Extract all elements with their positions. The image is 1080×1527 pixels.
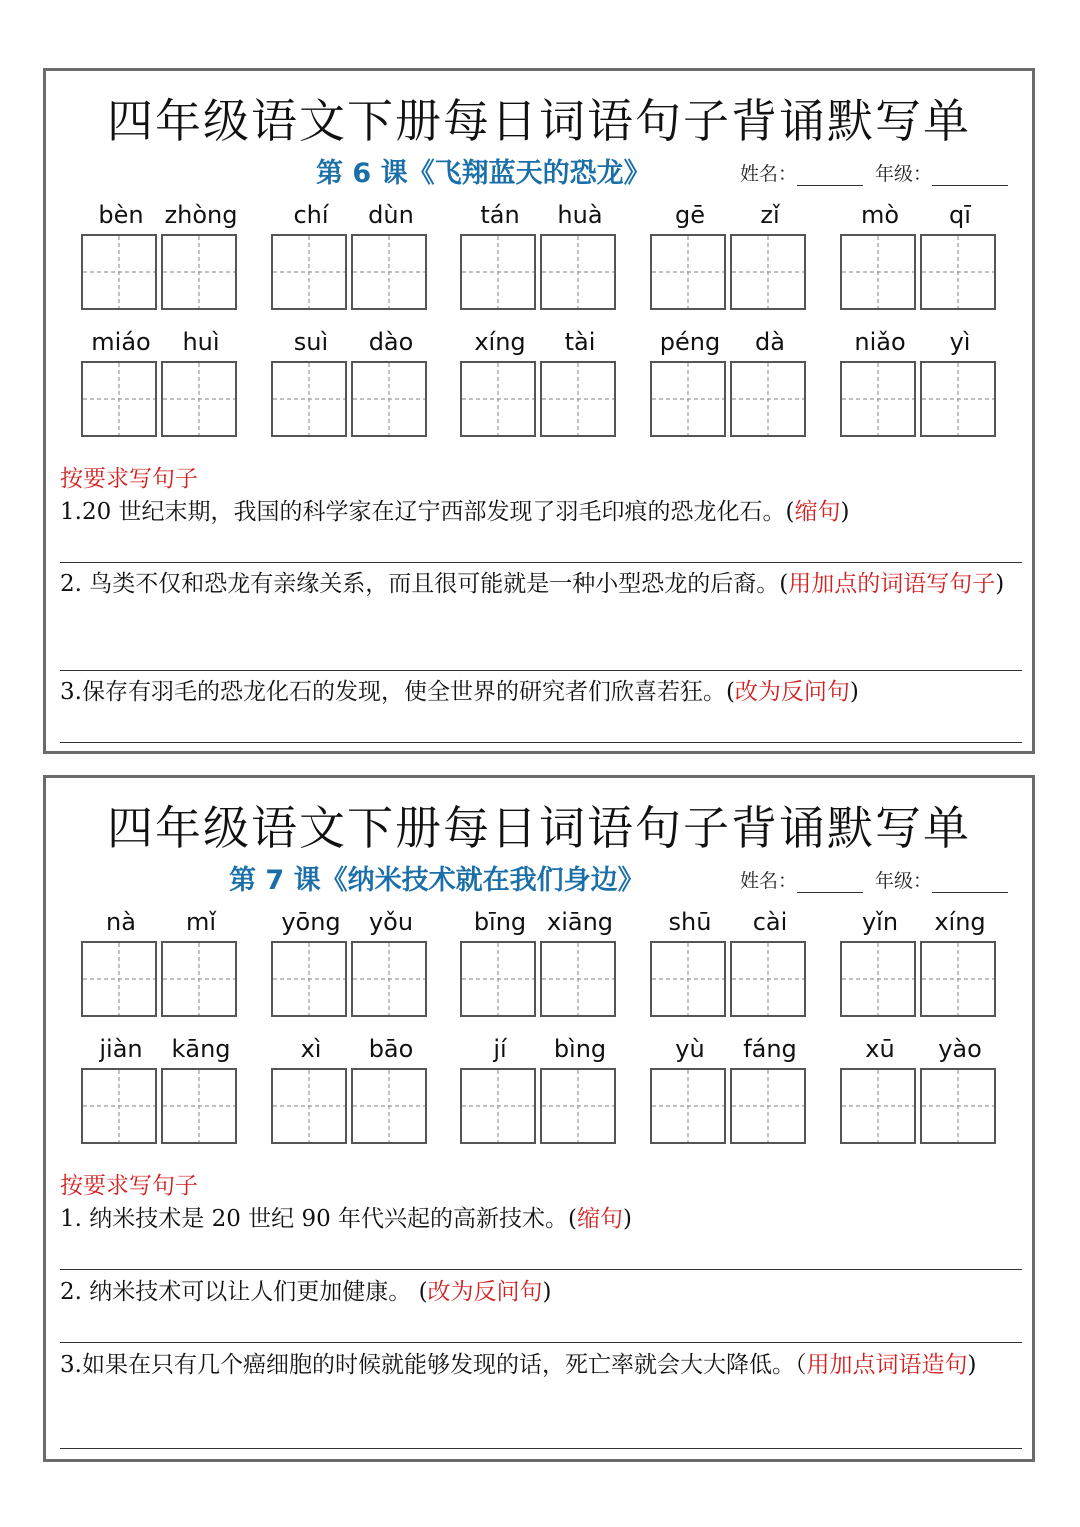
tianzige-box[interactable] <box>920 361 996 437</box>
pinyin-label: yù <box>675 1035 705 1063</box>
tianzige-box[interactable] <box>351 234 427 310</box>
tianzige-box[interactable] <box>920 1068 996 1144</box>
tianzige-box[interactable] <box>730 941 806 1017</box>
tianzige-box[interactable] <box>730 361 806 437</box>
tianzige-box[interactable] <box>650 234 726 310</box>
pinyin-label: niǎo <box>854 328 906 356</box>
question-3 <box>60 674 1020 711</box>
pinyin-label: xíng <box>474 328 526 356</box>
question-hint: 缩句 <box>577 1206 624 1232</box>
tianzige-box[interactable] <box>161 361 237 437</box>
pinyin-label: xíng <box>934 908 986 936</box>
question-end: ) <box>967 1352 977 1378</box>
tianzige-box[interactable] <box>840 361 916 437</box>
grade-blank[interactable] <box>932 870 1008 893</box>
name-blank[interactable] <box>797 870 863 893</box>
pinyin-label: yōng <box>281 908 341 936</box>
pinyin-label: péng <box>659 328 721 356</box>
question-end: ) <box>840 499 850 525</box>
question-end: ) <box>542 1279 552 1305</box>
word-pair <box>650 1035 810 1155</box>
pinyin-label: kāng <box>171 1035 231 1063</box>
tianzige-box[interactable] <box>650 941 726 1017</box>
pinyin-label: xiāng <box>546 908 614 936</box>
word-pair <box>650 908 810 1028</box>
pinyin-label: nà <box>106 908 136 936</box>
word-pair <box>840 908 1000 1028</box>
question-1 <box>60 1201 1020 1238</box>
name-grade-fields <box>740 866 1008 893</box>
pinyin-label: tài <box>564 328 596 356</box>
pinyin-label: chí <box>293 201 329 229</box>
name-label: 姓名： <box>740 870 798 892</box>
tianzige-box[interactable] <box>540 234 616 310</box>
tianzige-box[interactable] <box>81 1068 157 1144</box>
pinyin-label: bèn <box>98 201 144 229</box>
pinyin-label: qī <box>949 201 971 229</box>
word-pair <box>460 328 620 448</box>
tianzige-box[interactable] <box>540 1068 616 1144</box>
tianzige-box[interactable] <box>540 941 616 1017</box>
word-pair <box>650 328 810 448</box>
worksheet-title: 四年级语文下册每日词语句子背诵默写单 <box>107 801 971 855</box>
answer-line[interactable] <box>60 1269 1022 1270</box>
pinyin-grid <box>81 201 1011 441</box>
pinyin-label: zǐ <box>760 201 780 229</box>
grade-label: 年级： <box>875 163 933 185</box>
requirement-heading: 按要求写句子 <box>60 1173 198 1199</box>
pinyin-row <box>81 328 1011 448</box>
tianzige-box[interactable] <box>271 941 347 1017</box>
tianzige-box[interactable] <box>161 1068 237 1144</box>
tianzige-box[interactable] <box>840 941 916 1017</box>
pinyin-label: dào <box>368 328 414 356</box>
word-pair <box>81 328 241 448</box>
pinyin-label: xū <box>865 1035 895 1063</box>
pinyin-label: zhòng <box>164 201 238 229</box>
tianzige-box[interactable] <box>81 361 157 437</box>
pinyin-label: xì <box>300 1035 322 1063</box>
pinyin-label: dà <box>755 328 785 356</box>
question-end: ) <box>995 571 1005 597</box>
pinyin-label: bīng <box>473 908 527 936</box>
question-1 <box>60 494 1020 531</box>
tianzige-box[interactable] <box>351 941 427 1017</box>
question-2 <box>60 566 1020 603</box>
pinyin-label: bāo <box>368 1035 414 1063</box>
word-pair <box>460 908 620 1028</box>
word-pair <box>271 1035 431 1155</box>
tianzige-box[interactable] <box>650 1068 726 1144</box>
tianzige-box[interactable] <box>540 361 616 437</box>
pinyin-label: yào <box>938 1035 982 1063</box>
question-end: ) <box>849 679 859 705</box>
question-hint: 缩句 <box>794 499 841 525</box>
answer-line[interactable] <box>60 670 1022 671</box>
question-hint: 改为反问句 <box>734 679 850 705</box>
question-hint: 改为反问句 <box>427 1279 543 1305</box>
tianzige-box[interactable] <box>840 234 916 310</box>
grade-label: 年级： <box>875 870 933 892</box>
pinyin-row <box>81 201 1011 321</box>
question-text: 1. 纳米技术是 20 世纪 90 年代兴起的高新技术。( <box>60 1206 578 1232</box>
answer-line[interactable] <box>60 1448 1022 1449</box>
pinyin-label: yì <box>949 328 971 356</box>
tianzige-box[interactable] <box>650 361 726 437</box>
word-pair <box>81 908 241 1028</box>
question-text: 2. 鸟类不仅和恐龙有亲缘关系，而且很可能就是一种小型恐龙的后裔。( <box>60 571 789 597</box>
word-pair <box>840 1035 1000 1155</box>
question-text: 2. 纳米技术可以让人们更加健康。 ( <box>60 1279 428 1305</box>
pinyin-row <box>81 908 1011 1028</box>
pinyin-label: yǐn <box>861 908 899 936</box>
tianzige-box[interactable] <box>460 941 536 1017</box>
tianzige-box[interactable] <box>161 234 237 310</box>
name-label: 姓名： <box>740 163 798 185</box>
pinyin-label: shū <box>668 908 712 936</box>
word-pair <box>460 1035 620 1155</box>
word-pair <box>271 328 431 448</box>
grade-blank[interactable] <box>932 163 1008 186</box>
name-blank[interactable] <box>797 163 863 186</box>
tianzige-box[interactable] <box>271 234 347 310</box>
worksheet-lesson-7 <box>43 775 1035 1462</box>
pinyin-label: jiàn <box>99 1035 143 1063</box>
name-grade-fields <box>740 159 1008 186</box>
tianzige-box[interactable] <box>351 1068 427 1144</box>
tianzige-box[interactable] <box>730 234 806 310</box>
question-text: 3.保存有羽毛的恐龙化石的发现，使全世界的研究者们欣喜若狂。( <box>60 679 735 705</box>
question-end: ) <box>623 1206 632 1232</box>
pinyin-label: fáng <box>743 1035 797 1063</box>
tianzige-box[interactable] <box>920 941 996 1017</box>
pinyin-label: huà <box>557 201 603 229</box>
word-pair <box>840 328 1000 448</box>
pinyin-label: jí <box>493 1035 507 1063</box>
word-pair <box>271 201 431 321</box>
pinyin-label: mò <box>860 201 900 229</box>
word-pair <box>81 201 241 321</box>
worksheet-lesson-6 <box>43 68 1035 754</box>
tianzige-box[interactable] <box>840 1068 916 1144</box>
pinyin-label: tán <box>480 201 520 229</box>
answer-line[interactable] <box>60 1342 1022 1343</box>
word-pair <box>460 201 620 321</box>
lesson-title: 第 6 课《飞翔蓝天的恐龙》 <box>316 158 651 189</box>
answer-line[interactable] <box>60 742 1022 743</box>
pinyin-label: yǒu <box>368 908 414 936</box>
tianzige-box[interactable] <box>161 941 237 1017</box>
question-text: 1.20 世纪末期，我国的科学家在辽宁西部发现了羽毛印痕的恐龙化石。( <box>60 499 795 525</box>
tianzige-box[interactable] <box>81 234 157 310</box>
word-pair <box>81 1035 241 1155</box>
word-pair <box>271 908 431 1028</box>
tianzige-box[interactable] <box>920 234 996 310</box>
tianzige-box[interactable] <box>460 234 536 310</box>
lesson-title: 第 7 课《纳米技术就在我们身边》 <box>229 865 645 896</box>
question-3 <box>60 1347 1020 1384</box>
pinyin-label: bìng <box>553 1035 607 1063</box>
pinyin-label: cài <box>752 908 788 936</box>
tianzige-box[interactable] <box>271 361 347 437</box>
word-pair <box>650 201 810 321</box>
question-2 <box>60 1274 1020 1311</box>
tianzige-box[interactable] <box>351 361 427 437</box>
worksheet-title: 四年级语文下册每日词语句子背诵默写单 <box>107 94 971 148</box>
tianzige-box[interactable] <box>271 1068 347 1144</box>
pinyin-label: huì <box>182 328 220 356</box>
word-pair <box>840 201 1000 321</box>
pinyin-row <box>81 1035 1011 1155</box>
pinyin-label: mǐ <box>185 908 217 936</box>
pinyin-label: gē <box>675 201 705 229</box>
tianzige-box[interactable] <box>81 941 157 1017</box>
tianzige-box[interactable] <box>460 361 536 437</box>
answer-line[interactable] <box>60 562 1022 563</box>
pinyin-label: miáo <box>91 328 151 356</box>
pinyin-grid <box>81 908 1011 1148</box>
requirement-heading: 按要求写句子 <box>60 466 198 492</box>
question-hint: 用加点词语造句 <box>806 1352 968 1378</box>
pinyin-label: suì <box>293 328 329 356</box>
pinyin-label: dùn <box>368 201 414 229</box>
tianzige-box[interactable] <box>730 1068 806 1144</box>
question-text: 3.如果在只有几个癌细胞的时候就能够发现的话，死亡率就会大大降低。（ <box>60 1352 807 1378</box>
tianzige-box[interactable] <box>460 1068 536 1144</box>
question-hint: 用加点的词语写句子 <box>788 571 996 597</box>
